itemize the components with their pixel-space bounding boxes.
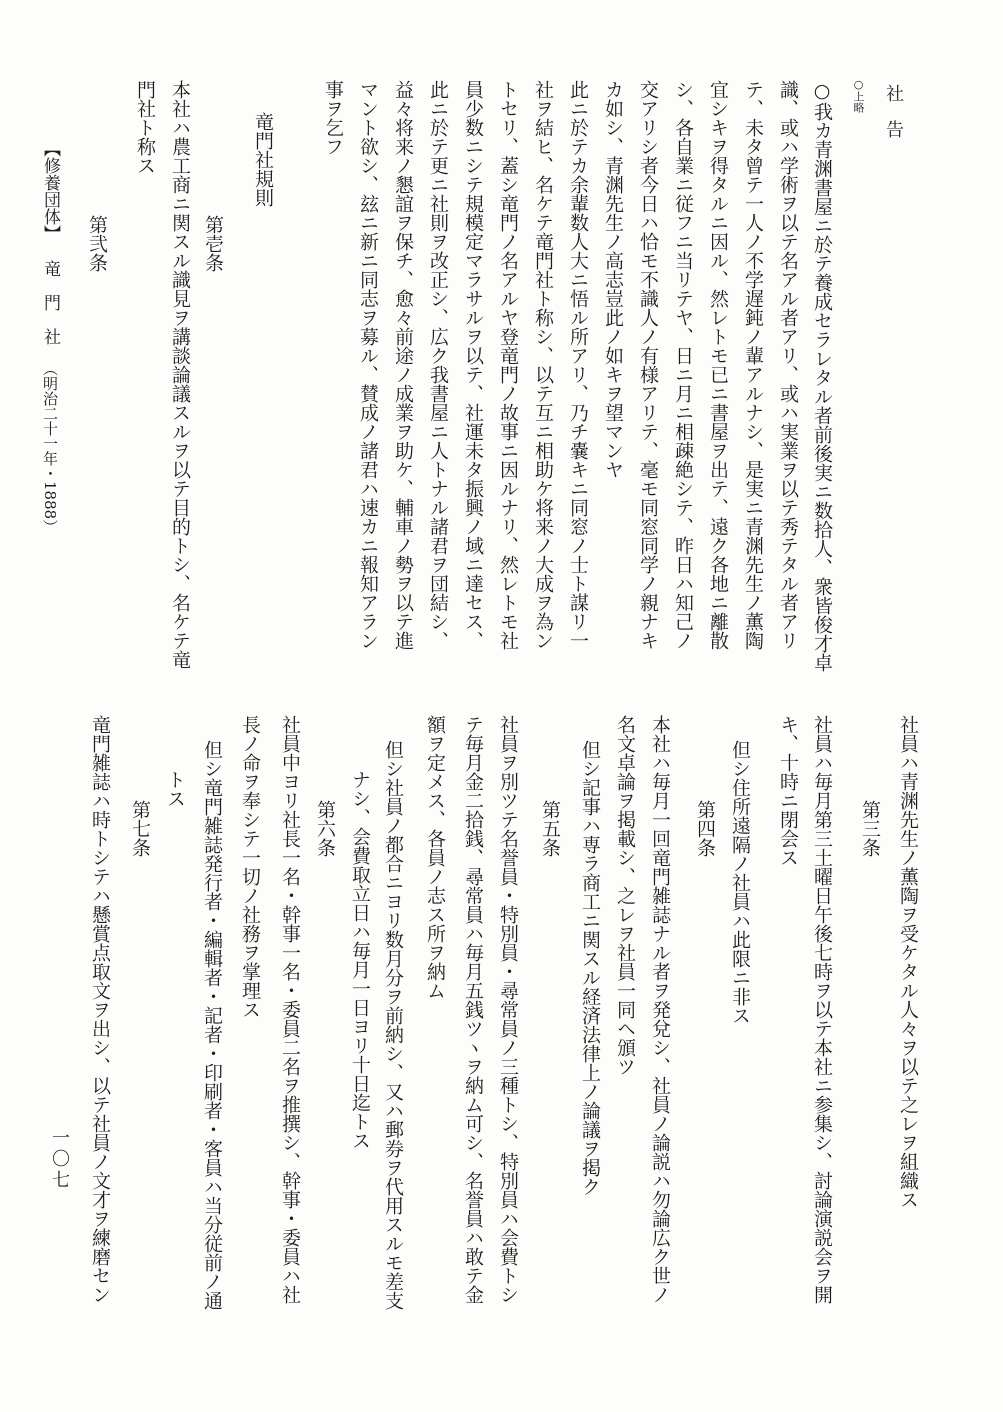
article-line: 社員ヲ別ツテ名誉員・特別員・尋常員ノ三種トシ、特別員ハ会費トシ	[497, 715, 519, 1304]
notice-line: 宜シキヲ得タルニ因ル、然レトモ已ニ書屋ヲ出テ、遠ク各地ニ離散	[707, 80, 729, 650]
article-line: 門社ト称ス	[134, 80, 156, 175]
article-line: 社員中ヨリ社長一名・幹事一名・委員二名ヲ推撰シ、幹事・委員ハ社	[279, 715, 301, 1304]
running-header-category: 【修養団体】	[40, 140, 60, 242]
notice-line: 事ヲ乞フ	[322, 80, 344, 156]
notice-line: 員少数ニシテ規模定マラサルヲ以テ、社運未タ振興ノ域ニ達セス、	[462, 80, 484, 650]
proviso-line: 但シ竜門雑誌発行者・編輯者・記者・印刷者・客員ハ当分従前ノ通	[201, 740, 223, 1310]
notice-line: マント欲シ、玆ニ新ニ同志ヲ募ル、賛成ノ諸君ハ速カニ報知アラン	[357, 80, 379, 650]
article-line: 長ノ命ヲ奉シテ一切ノ社務ヲ掌理ス	[239, 715, 261, 1019]
article-line: 社員ハ青渊先生ノ薫陶ヲ受ケタル人々ヲ以テ之レヲ組織ス	[897, 715, 919, 1209]
running-header-era: （明治二十一年・1888）	[41, 361, 59, 535]
article-heading: 第七条	[129, 800, 151, 857]
article-line: キ、十時ニ閉会ス	[777, 715, 799, 867]
article-heading: 第五条	[539, 800, 561, 857]
article-line: 名文卓論ヲ掲載シ、之レヲ社員一同ヘ頒ツ	[614, 715, 636, 1076]
notice-line: ○我カ青渊書屋ニ於テ養成セラレタル者前後実ニ数拾人、衆皆俊才卓	[811, 80, 833, 672]
article-line: 社員ハ毎月第三土曜日午後七時ヲ以テ本社ニ参集シ、討論演説会ヲ開	[811, 715, 833, 1304]
article-heading: 第六条	[314, 800, 336, 857]
article-line: 竜門雑誌ハ時トシテハ懸賞点取文ヲ出シ、以テ社員ノ文才ヲ練磨セン	[89, 715, 111, 1304]
article-line: 本社ハ農工商ニ関スル識見ヲ講談論議スルヲ以テ目的トシ、名ケテ竜	[169, 80, 191, 669]
rules-title: 竜門社規則	[252, 112, 274, 207]
notice-line: 此ニ於テカ余輩数人大ニ悟ル所アリ、乃チ嚢キニ同窓ノ士ト謀リ一	[567, 80, 589, 650]
proviso-line: 但シ住所遠隔ノ社員ハ此限ニ非ス	[729, 740, 751, 1025]
running-header	[39, 140, 61, 534]
page-number: 一〇七	[49, 1128, 70, 1191]
notice-line: 識、或ハ学術ヲ以テ名アル者アリ、或ハ実業ヲ以テ秀テタル者アリ	[777, 80, 799, 650]
article-heading: 第四条	[694, 800, 716, 857]
proviso-line: ナシ、会費取立日ハ毎月一日ヨリ十日迄トス	[349, 770, 371, 1150]
notice-line: カ如シ、青渊先生ノ高志豈此ノ如キヲ望マンヤ	[602, 80, 624, 479]
notice-line: 益々将来ノ懇誼ヲ保チ、愈々前途ノ成業ヲ助ケ、輔車ノ勢ヲ以テ進	[392, 80, 414, 650]
proviso-line: 但シ社員ノ都合ニヨリ数月分ヲ前納シ、又ハ郵券ヲ代用スルモ差支	[382, 740, 404, 1310]
notice-title: 社 告	[883, 84, 904, 138]
article-heading: 第三条	[859, 800, 881, 857]
notice-line: トセリ、蓋シ竜門ノ名アルヤ登竜門ノ故事ニ因ルナリ、然レトモ社	[497, 80, 519, 650]
notice-line: 交アリシ者今日ハ恰モ不識人ノ有様アリテ、毫モ同窓同学ノ親ナキ	[637, 80, 659, 650]
notice-line: 社ヲ結ヒ、名ケテ竜門社ト称シ、以テ互ニ相助ケ将来ノ大成ヲ為ン	[532, 80, 554, 650]
article-heading: 第弐条	[86, 215, 108, 272]
notice-line: シ、各自業ニ従フニ当リテヤ、日ニ月ニ相疎絶シテ、昨日ハ知己ノ	[672, 80, 694, 650]
proviso-line: トス	[164, 770, 186, 808]
running-header-organization: 竜 門 社	[40, 260, 60, 345]
notice-line: 此ニ於テ更ニ社則ヲ改正シ、広ク我書屋ニ人トナル諸君ヲ団結シ、	[427, 80, 449, 650]
article-heading: 第壱条	[202, 215, 224, 272]
notice-line: テ、未タ曾テ一人ノ不学遅鈍ノ輩アルナシ、是実ニ青渊先生ノ薫陶	[742, 80, 764, 650]
article-line: テ毎月金二拾銭、尋常員ハ毎月五銭ツヽヲ納ム可シ、名誉員ハ敢テ金	[462, 715, 484, 1304]
article-line: 額ヲ定メス、各員ノ志ス所ヲ納ム	[424, 715, 446, 1000]
article-line: 本社ハ毎月一回竜門雑誌ナル者ヲ発兌シ、社員ノ論説ハ勿論広ク世ノ	[649, 715, 671, 1304]
omitted-note: ○上略	[852, 78, 865, 113]
proviso-line: 但シ記事ハ専ラ商工ニ関スル経済法律上ノ論議ヲ掲ク	[579, 740, 601, 1196]
